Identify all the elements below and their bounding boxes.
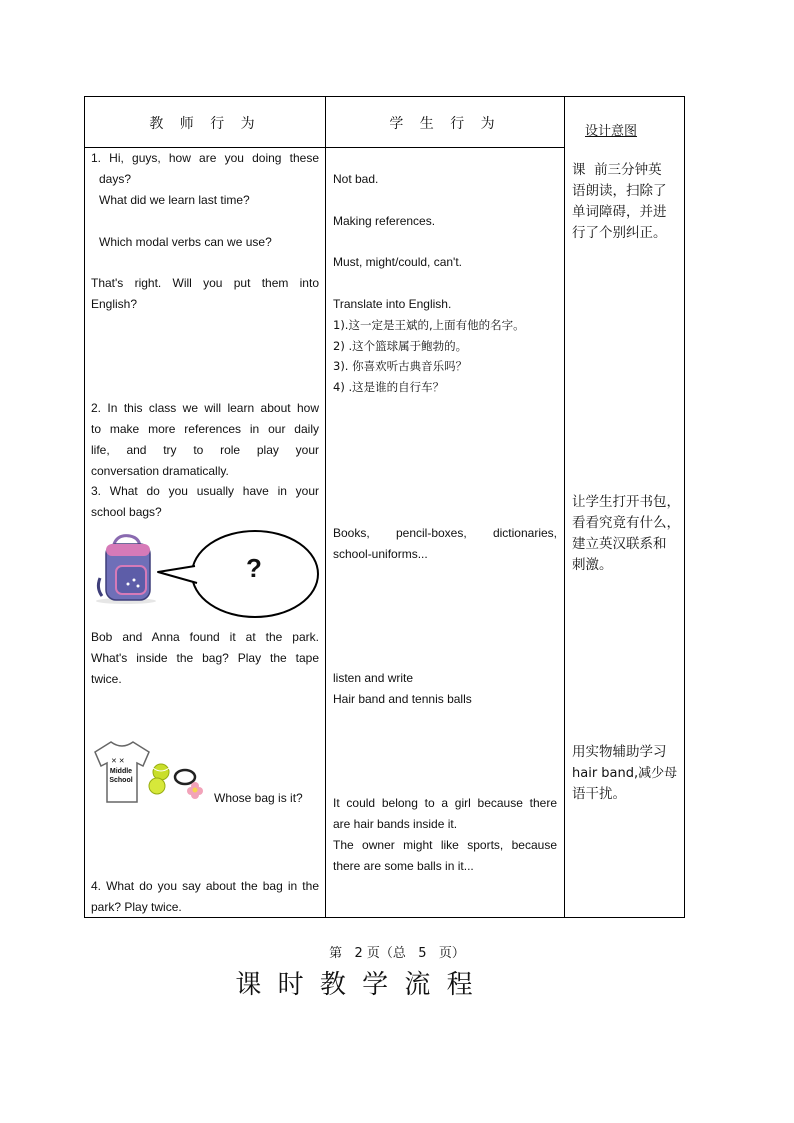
teacher-bag-question-line1: 3. What do you usually have in your — [91, 484, 319, 498]
header-design-intent: 设计意图 — [585, 124, 638, 139]
student-modal-verbs: Must, might/could, can't. — [333, 255, 463, 269]
teacher-say-line2: park? Play twice. — [91, 900, 182, 914]
student-translate-label: Translate into English. — [333, 297, 452, 311]
header-teacher-behavior: 教 师 行 为 — [149, 116, 261, 132]
page-title: 课 时 教 学 流 程 — [235, 970, 477, 1000]
table-left-border — [84, 96, 85, 918]
design-note-2-line1: 让学生打开书包， — [572, 494, 680, 510]
student-not-bad: Not bad. — [333, 172, 379, 186]
teacher-park-line1: Bob and Anna found it at the park. — [91, 630, 319, 644]
teacher-translate-line2: English? — [91, 297, 138, 311]
teacher-question-last-time: What did we learn last time? — [99, 193, 250, 207]
design-note-2-line2: 看看究竟有什么， — [572, 515, 680, 531]
student-sport-line1: The owner might like sports, because — [333, 838, 557, 852]
teacher-question-modal-verbs: Which modal verbs can we use? — [99, 235, 272, 249]
design-note-3-line2: hair band,减少母 — [572, 766, 678, 781]
teacher-aim-line4: conversation dramatically. — [91, 464, 229, 478]
student-books-line1: Books, pencil-boxes, dictionaries, — [333, 526, 557, 540]
teacher-park-line3: twice. — [91, 672, 122, 686]
design-note-2-line3: 建立英汉联系和 — [572, 536, 667, 552]
design-note-1-line3: 单词障碍，并进 — [572, 204, 667, 220]
student-sentence-1: 1).这一定是王斌的,上面有他的名字。 — [333, 318, 525, 332]
student-listen-write: listen and write — [333, 671, 414, 685]
teacher-park-line2: What's inside the bag? Play the tape — [91, 651, 319, 665]
student-books-line2: school-uniforms... — [333, 547, 428, 561]
student-sentence-3: 3). 你喜欢听古典音乐吗？ — [333, 359, 468, 373]
tennis-balls-image — [147, 762, 175, 796]
teacher-aim-line2: to make more references in our daily — [91, 422, 319, 436]
teacher-whose-bag: Whose bag is it? — [214, 791, 303, 805]
bubble-question-mark: ? — [246, 553, 262, 583]
backpack-image — [92, 532, 160, 606]
tshirt-text-school: School — [109, 777, 133, 784]
column-divider-2 — [564, 96, 565, 918]
student-making-references: Making references. — [333, 214, 436, 228]
teacher-translate-line1: That's right. Will you put them into — [91, 276, 319, 290]
student-hair-band-answer: Hair band and tennis balls — [333, 692, 472, 706]
design-note-1-line4: 行了个别纠正。 — [572, 225, 667, 241]
design-note-3-line3: 语干扰。 — [572, 786, 626, 802]
teacher-aim-line3: life, and try to role play your — [91, 443, 319, 457]
teacher-greeting-line2: days? — [99, 172, 132, 186]
student-sentence-4: 4) .这是谁的自行车？ — [333, 380, 445, 394]
teacher-say-line1: 4. What do you say about the bag in the — [91, 879, 319, 893]
design-note-3-line1: 用实物辅助学习 — [572, 744, 667, 760]
header-student-behavior: 学 生 行 为 — [389, 116, 501, 132]
design-note-1-line1: 课 前三分钟英 — [572, 162, 662, 178]
speech-bubble — [154, 528, 324, 620]
design-note-1-line2: 语朗读，扫除了 — [572, 183, 667, 199]
table-top-border — [84, 96, 685, 97]
tshirt-text-middle: Middle — [109, 768, 133, 775]
hair-band-image — [172, 764, 206, 800]
teacher-aim-line1: 2. In this class we will learn about how — [91, 401, 319, 415]
tshirt-marks: ✕ ✕ — [111, 758, 125, 765]
design-note-2-line4: 刺激。 — [572, 557, 613, 573]
teacher-greeting-line1: 1. Hi, guys, how are you doing these — [91, 151, 319, 165]
student-sport-line2: there are some balls in it... — [333, 859, 474, 873]
student-girl-line1: It could belong to a girl because there — [333, 796, 557, 810]
student-sentence-2: 2) .这个篮球属于鲍勃的。 — [333, 339, 468, 353]
teacher-bag-question-line2: school bags? — [91, 505, 162, 519]
column-divider-1 — [325, 96, 326, 918]
page-number: 第 2 页（总 5 页） — [329, 946, 465, 961]
table-right-border — [684, 96, 685, 918]
student-girl-line2: are hair bands inside it. — [333, 817, 458, 831]
